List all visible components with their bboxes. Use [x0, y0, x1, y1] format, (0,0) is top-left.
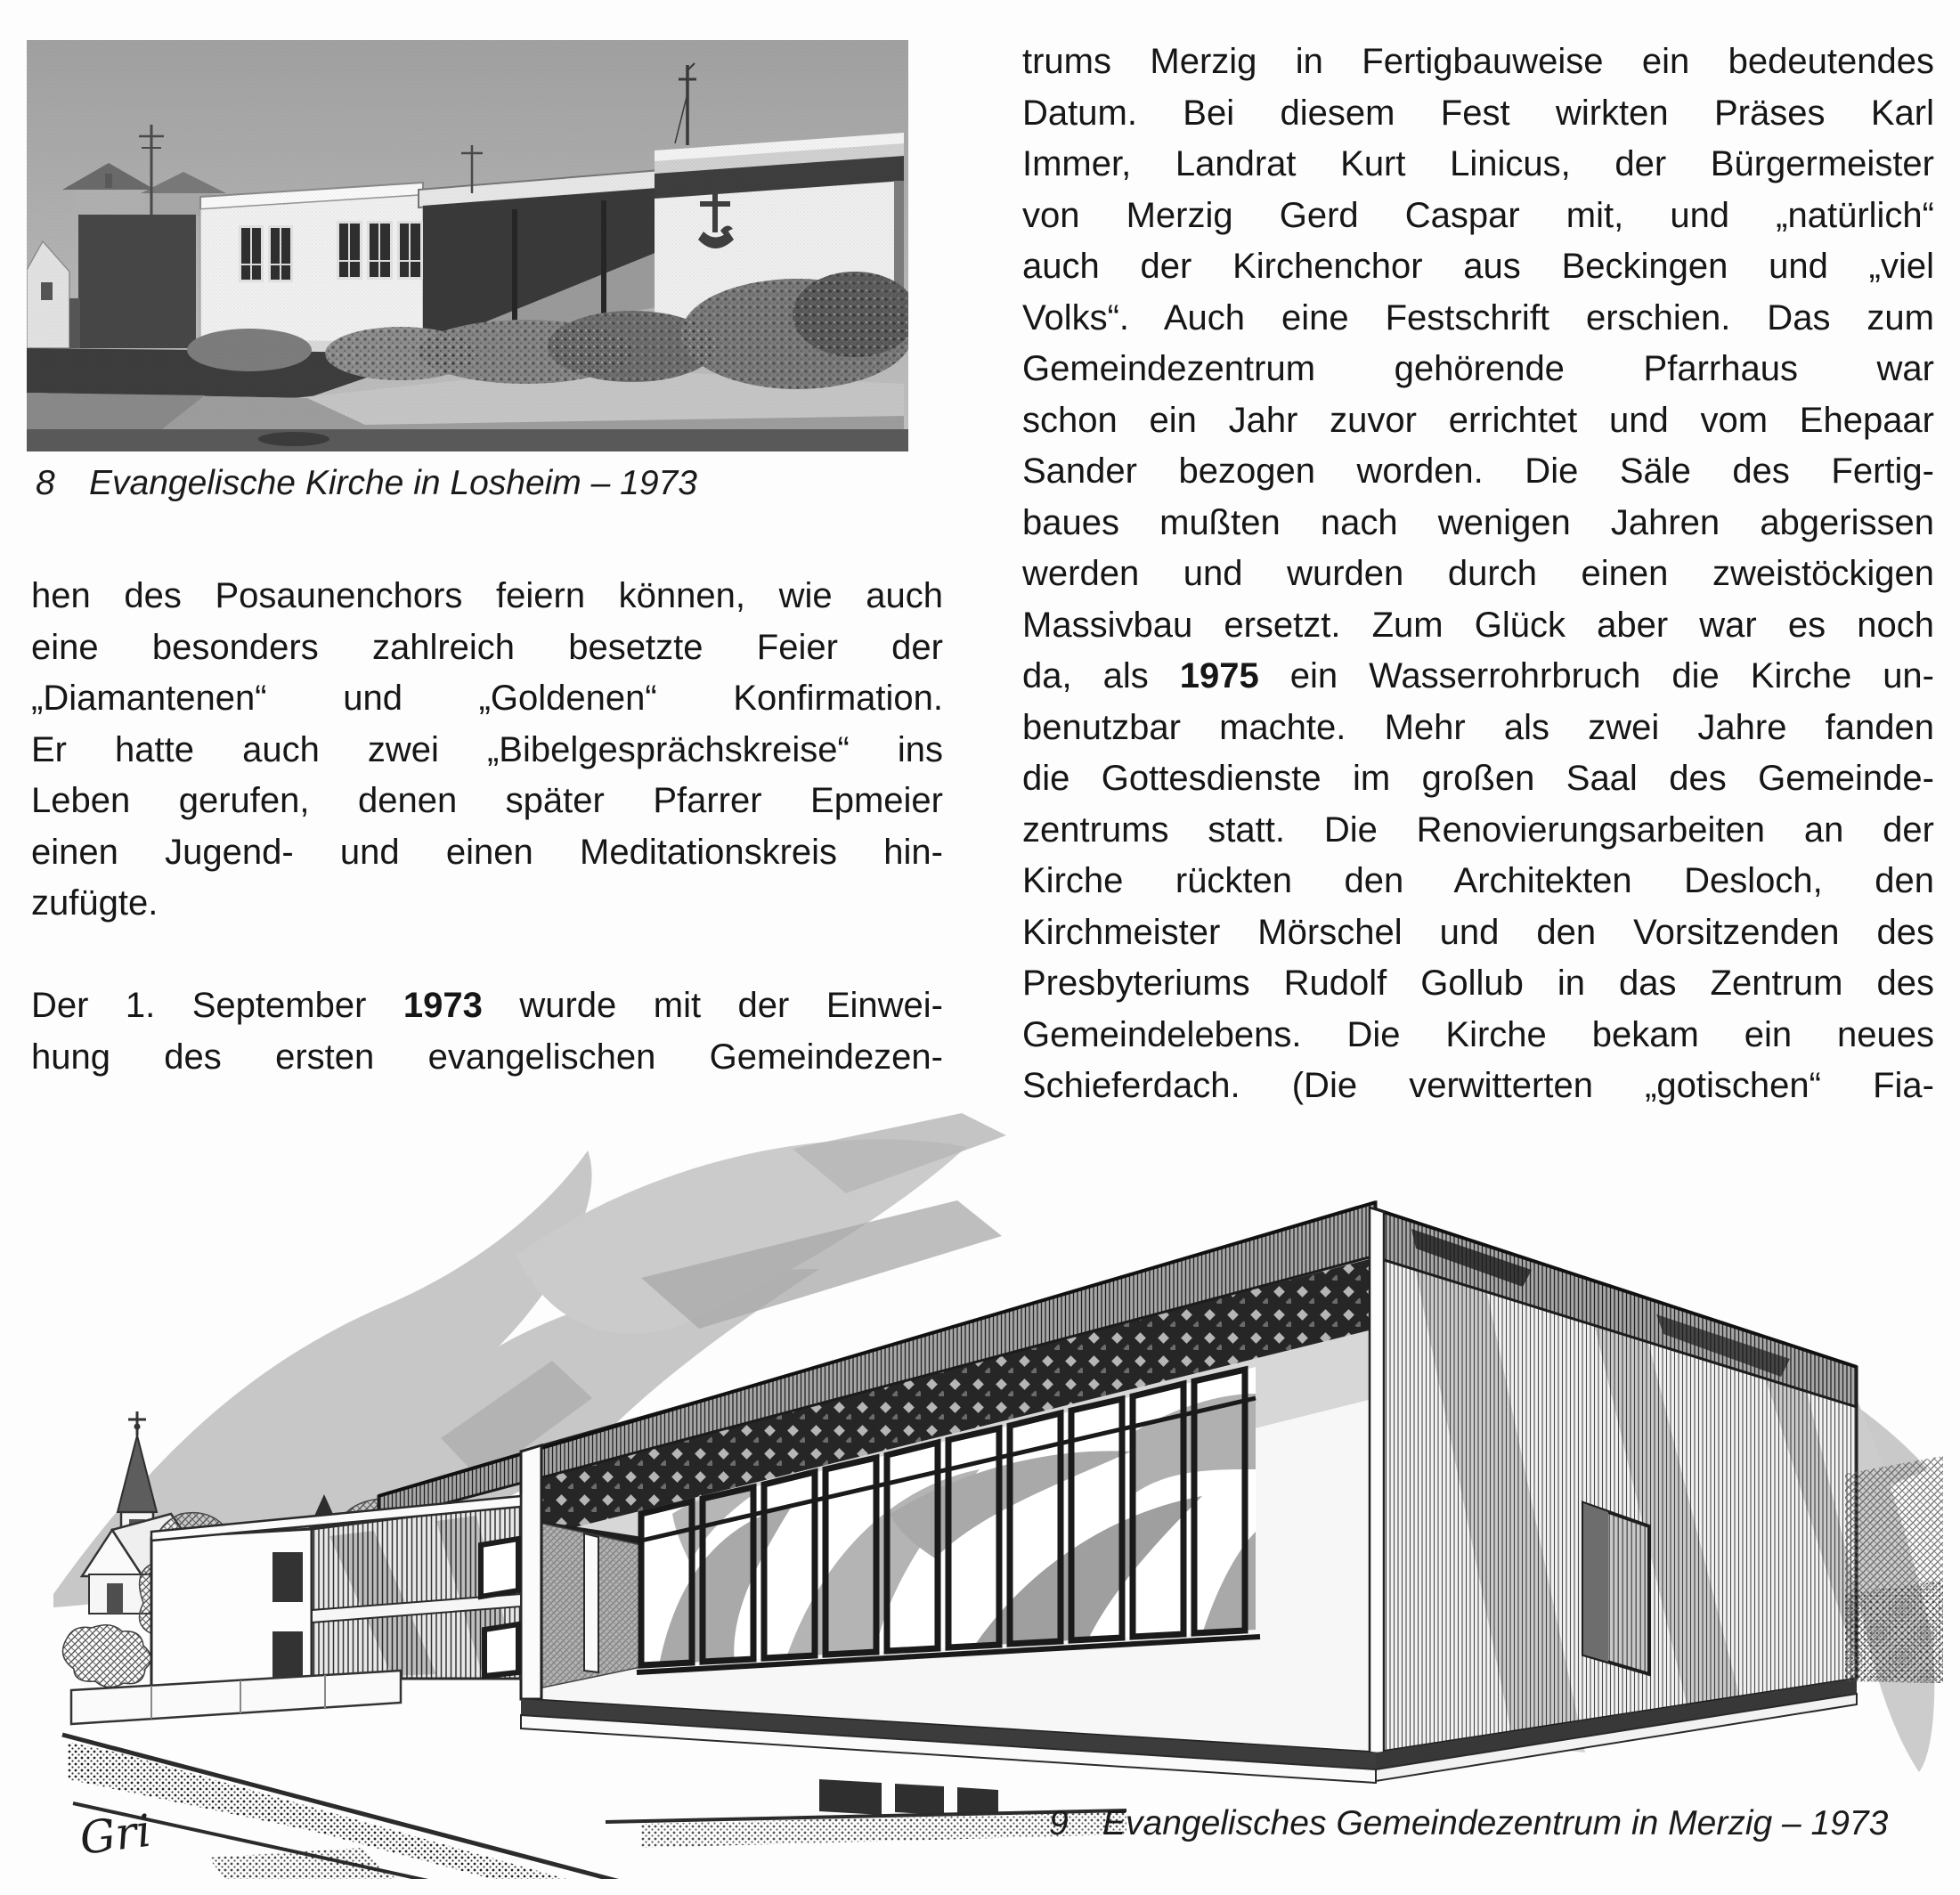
- text-line: Er hatte auch zwei „Bibelgesprächskreise“ ins: [31, 729, 943, 769]
- text-line: Der 1. September 1973 wurde mit der Einwei-: [31, 986, 943, 1025]
- photo-church-losheim: [27, 40, 908, 451]
- corner-pillar: [521, 1445, 541, 1699]
- text-line: benutzbar machte. Mehr als zwei Jahre fanden: [1022, 707, 1934, 747]
- text-line: Presbyteriums Rudolf Gollub in das Zentrum des: [1022, 964, 1934, 1003]
- text-line: Datum. Bei diesem Fest wirkten Präses Karl: [1022, 93, 1934, 133]
- parsonage-window: [481, 1539, 518, 1597]
- parsonage-window: [272, 1552, 303, 1602]
- text-line: Schieferdach. (Die verwitterten „gotischen“ Fia-: [1022, 1066, 1934, 1105]
- text-line: zentrums statt. Die Renovierungsarbeiten an der: [1022, 809, 1934, 850]
- text-line: von Merzig Gerd Caspar mit, und „natürlich“: [1022, 195, 1934, 235]
- text-line: die Gottesdienste im großen Saal des Gemeinde-: [1022, 759, 1934, 798]
- text-line: zufügte.: [31, 883, 159, 923]
- text-line: eine besonders zahlreich besetzte Feier der: [31, 627, 943, 667]
- text-line: auch der Kirchenchor aus Beckingen und „viel: [1022, 247, 1934, 286]
- caption-9-text: Evangelisches Gemeindezentrum in Merzig – 1973: [1102, 1804, 1889, 1842]
- photo-church-losheim-image: [27, 40, 908, 451]
- caption-8-text: Evangelische Kirche in Losheim – 1973: [89, 464, 697, 502]
- base-vents: [819, 1779, 998, 1815]
- text-line: da, als 1975 ein Wasserrohrbruch die Kirche un-: [1022, 656, 1935, 695]
- drawing-gemeindezentrum: [18, 1095, 1959, 1879]
- text-line: Immer, Landrat Kurt Linicus, der Bürgermeister: [1022, 144, 1934, 183]
- drawing-road: [62, 1735, 695, 1879]
- text-line: Massivbau ersetzt. Zum Glück aber war es noch: [1022, 605, 1934, 645]
- caption-8-number: 8: [36, 464, 55, 502]
- hall-door: [1583, 1503, 1649, 1674]
- artist-signature: Gri: [77, 1804, 154, 1865]
- text-line: Kirche rückten den Architekten Desloch, den: [1022, 861, 1934, 900]
- text-line: hen des Posaunenchors feiern können, wie auch: [31, 576, 943, 615]
- caption-figure-8: [36, 464, 697, 503]
- text-line: trums Merzig in Fertigbauweise ein bedeutendes: [1022, 42, 1934, 81]
- text-line: Leben gerufen, denen später Pfarrer Epmeier: [31, 781, 943, 820]
- text-column-right: [1022, 37, 1934, 1112]
- text-line: Sander bezogen worden. Die Säle des Fertig-: [1022, 451, 1934, 491]
- caption-9-number: 9: [1049, 1804, 1069, 1842]
- text-line: Volks“. Auch eine Festschrift erschien. Das zum: [1022, 297, 1934, 338]
- caption-figure-9: [1049, 1804, 1888, 1843]
- text-line: Gemeindezentrum gehörende Pfarrhaus war: [1022, 349, 1934, 388]
- text-line: werden und wurden durch einen zweistöckigen: [1022, 554, 1934, 593]
- text-line: hung des ersten evangelischen Gemeindezen-: [31, 1037, 943, 1077]
- text-line: Kirchmeister Mörschel und den Vorsitzenden des: [1022, 912, 1934, 952]
- text-line: baues mußten nach wenigen Jahren abgerissen: [1022, 502, 1934, 542]
- drawing-gemeindezentrum-image: [18, 1095, 1959, 1879]
- parsonage-window: [272, 1631, 303, 1679]
- text-line: Gemeindelebens. Die Kirche bekam ein neues: [1022, 1014, 1934, 1054]
- parsonage-window: [484, 1624, 518, 1676]
- text-line: schon ein Jahr zuvor errichtet und vom Ehepaar: [1022, 400, 1934, 440]
- text-column-left: [31, 571, 943, 1083]
- text-line: „Diamantenen“ und „Goldenen“ Konfirmation.: [31, 679, 943, 718]
- text-line: einen Jugend- und einen Meditationskreis hin-: [31, 832, 943, 872]
